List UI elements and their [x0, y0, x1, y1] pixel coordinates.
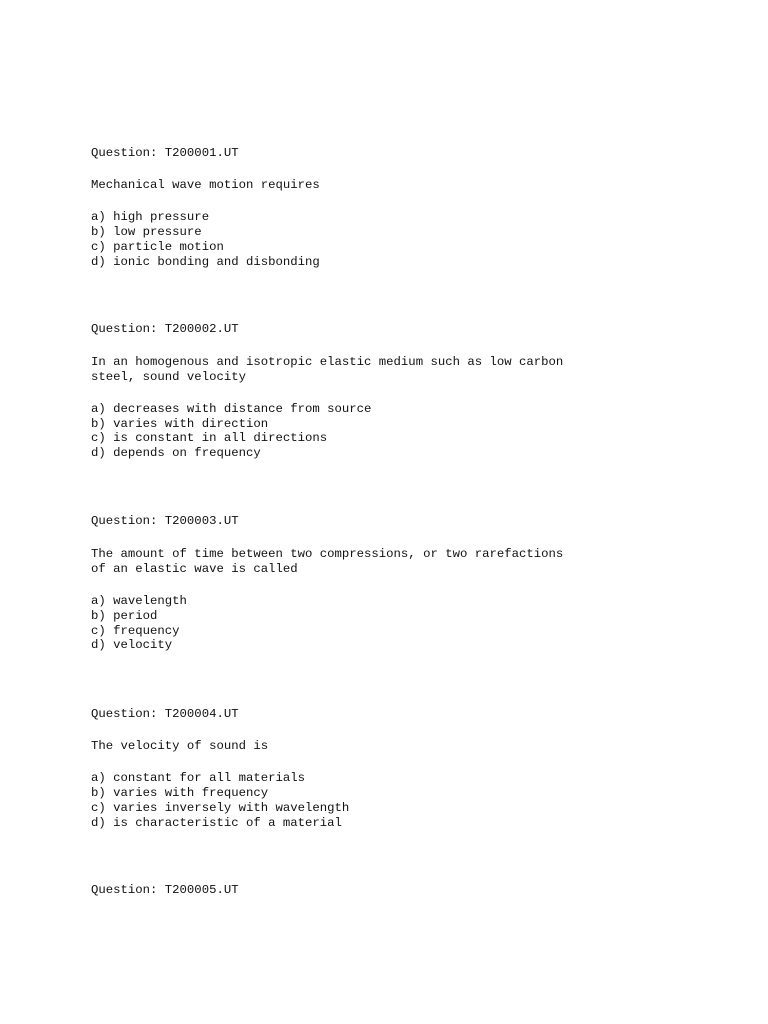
answer-option-d: d) is characteristic of a material: [91, 816, 342, 830]
question-header: Question: T200003.UT: [91, 514, 239, 528]
question-stem: In an homogenous and isotropic elastic medium such as low carbon: [91, 355, 564, 369]
question-header: Question: T200004.UT: [91, 707, 239, 721]
answer-option-a: a) high pressure: [91, 210, 210, 224]
answer-option-a: a) constant for all materials: [91, 771, 306, 785]
answer-option-d: d) ionic bonding and disbonding: [91, 255, 320, 269]
question-header: Question: T200002.UT: [91, 322, 239, 336]
answer-option-b: b) varies with direction: [91, 417, 269, 431]
answer-option-c: c) is constant in all directions: [91, 431, 328, 445]
answer-option-c: c) varies inversely with wavelength: [91, 801, 350, 815]
answer-option-c: c) particle motion: [91, 240, 224, 254]
question-stem: steel, sound velocity: [91, 370, 246, 384]
question-stem: Mechanical wave motion requires: [91, 178, 320, 192]
answer-option-b: b) varies with frequency: [91, 786, 269, 800]
answer-option-d: d) depends on frequency: [91, 446, 261, 460]
question-stem: The velocity of sound is: [91, 739, 269, 753]
question-header: Question: T200001.UT: [91, 146, 239, 160]
question-header: Question: T200005.UT: [91, 883, 239, 897]
answer-option-b: b) low pressure: [91, 225, 202, 239]
question-stem: The amount of time between two compressions, or two rarefactions: [91, 547, 564, 561]
answer-option-c: c) frequency: [91, 624, 180, 638]
answer-option-a: a) decreases with distance from source: [91, 402, 372, 416]
question-stem: of an elastic wave is called: [91, 562, 298, 576]
answer-option-a: a) wavelength: [91, 594, 187, 608]
answer-option-d: d) velocity: [91, 638, 173, 652]
answer-option-b: b) period: [91, 609, 158, 623]
